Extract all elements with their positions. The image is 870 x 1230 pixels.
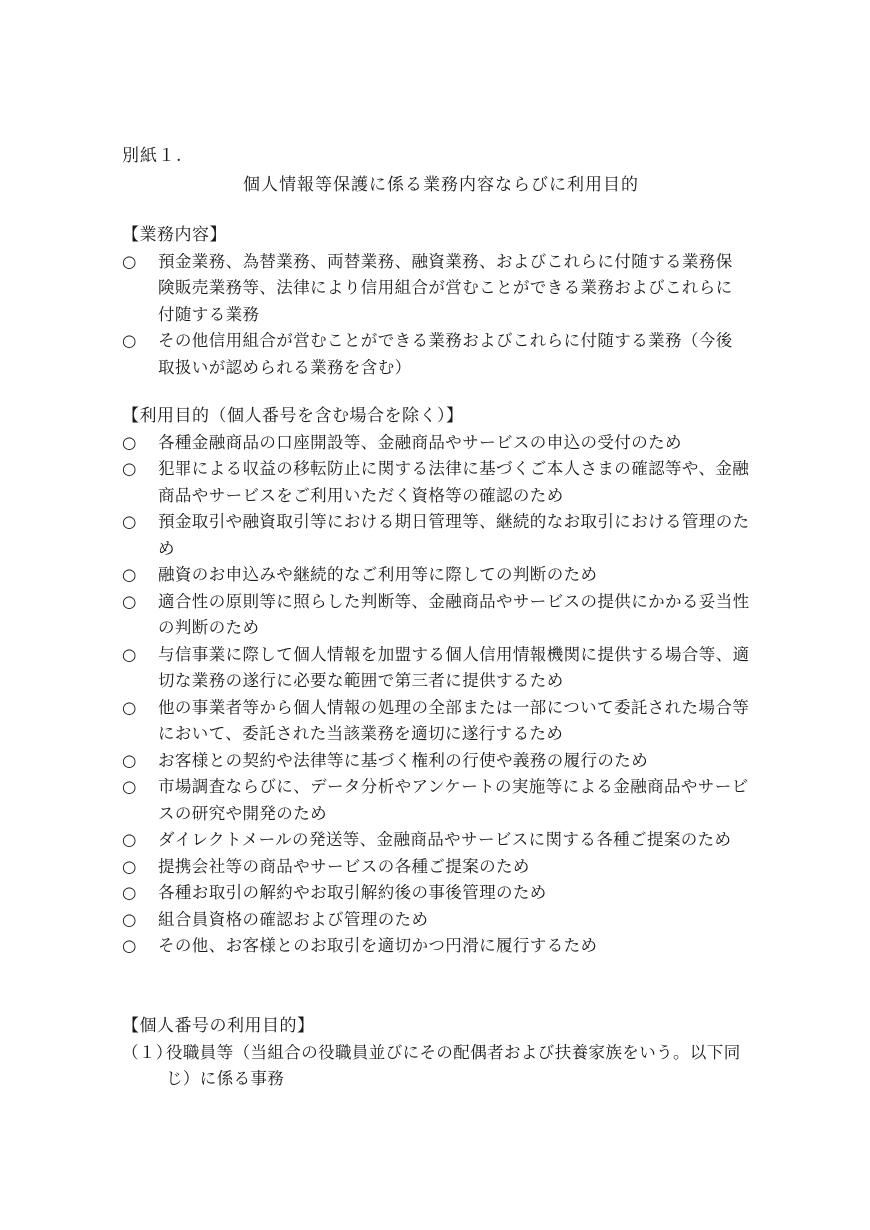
list-item-text: その他信用組合が営むことができる業務およびこれらに付随する業務（今後取扱いが認められる業務を含む） bbox=[158, 331, 733, 377]
list-item-text: 役職員等（当組合の役職員並びにその配偶者および扶養家族をいう。以下同じ）に係る事務 bbox=[166, 1042, 741, 1088]
circle-bullet-icon: ○ bbox=[122, 909, 137, 929]
list-item bbox=[122, 907, 762, 934]
annex-label: 別紙１. bbox=[122, 146, 183, 166]
circle-bullet-icon: ○ bbox=[122, 830, 137, 849]
list-item bbox=[122, 328, 752, 381]
circle-bullet-icon: ○ bbox=[122, 565, 137, 584]
list-item bbox=[122, 430, 762, 457]
list-item bbox=[122, 456, 762, 509]
list-item bbox=[122, 589, 762, 642]
list-item-text: 市場調査ならびに、データ分析やアンケートの実施等による金融商品やサービスの研究や開発のため bbox=[158, 777, 749, 823]
circle-bullet-icon: ○ bbox=[122, 644, 137, 664]
list-item-text: 預金業務、為替業務、両替業務、融資業務、およびこれらに付随する業務保険販売業務等、法律により信用組合が営むことができる業務およびこれらに付随する業務 bbox=[158, 251, 733, 324]
circle-bullet-icon: ○ bbox=[122, 251, 137, 271]
circle-bullet-icon: ○ bbox=[122, 591, 137, 611]
circle-bullet-icon: ○ bbox=[122, 750, 137, 770]
list-item-text: 各種金融商品の口座開設等、金融商品やサービスの申込の受付のため bbox=[158, 432, 682, 452]
business-section bbox=[122, 222, 762, 381]
list-item bbox=[122, 933, 762, 960]
circle-bullet-icon: ○ bbox=[122, 432, 137, 452]
list-item-text: 犯罪による収益の移転防止に関する法律に基づくご本人さまの確認等や、金融商品やサービスをご利用いただく資格等の確認のため bbox=[158, 459, 750, 505]
list-item-text: お客様との契約や法律等に基づく権利の行使や義務の履行のため bbox=[158, 750, 649, 770]
list-item bbox=[122, 695, 762, 748]
purposes-section bbox=[122, 403, 762, 960]
list-item bbox=[122, 562, 762, 589]
list-item-text: 他の事業者等から個人情報の処理の全部または一部について委託された場合等において、委託された当該業務を適切に遂行するため bbox=[158, 697, 750, 743]
section-heading: 【業務内容】 bbox=[122, 225, 227, 245]
list-item bbox=[122, 509, 762, 562]
circle-bullet-icon: ○ bbox=[122, 777, 137, 796]
circle-bullet-icon: ○ bbox=[122, 697, 137, 717]
page-title: 個人情報等保護に係る業務内容ならびに利用目的 bbox=[243, 175, 639, 195]
list-item bbox=[122, 827, 762, 854]
circle-bullet-icon: ○ bbox=[122, 331, 137, 350]
list-item-text: 各種お取引の解約やお取引解約後の事後管理のため bbox=[158, 883, 547, 902]
circle-bullet-icon: ○ bbox=[122, 883, 137, 902]
list-item-text: 提携会社等の商品やサービスの各種ご提案のため bbox=[158, 856, 530, 876]
list-item bbox=[122, 854, 762, 881]
list-item-text: 適合性の原則等に照らした判断等、金融商品やサービスの提供にかかる妥当性の判断のため bbox=[158, 591, 750, 637]
circle-bullet-icon: ○ bbox=[122, 459, 137, 478]
list-item-text: その他、お客様とのお取引を適切かつ円滑に履行するため bbox=[158, 936, 598, 955]
circle-bullet-icon: ○ bbox=[122, 512, 137, 531]
circle-bullet-icon: ○ bbox=[122, 856, 137, 876]
list-item bbox=[122, 249, 752, 329]
list-item-text: 組合員資格の確認および管理のため bbox=[158, 909, 429, 929]
list-item bbox=[122, 880, 762, 907]
item-number: （１） bbox=[122, 1042, 173, 1062]
list-item-text: 預金取引や融資取引等における期日管理等、継続的なお取引における管理のため bbox=[158, 512, 750, 558]
section-heading: 【個人番号の利用目的】 bbox=[122, 1016, 315, 1036]
section-heading: 【利用目的（個人番号を含む場合を除く）】 bbox=[122, 406, 464, 426]
list-item bbox=[122, 642, 762, 695]
list-item-text: 与信事業に際して個人情報を加盟する個人信用情報機関に提供する場合等、適切な業務の遂行に必要な範囲で第三者に提供するため bbox=[158, 644, 750, 690]
list-item bbox=[122, 774, 762, 827]
list-item bbox=[122, 748, 762, 775]
list-item-text: 融資のお申込みや継続的なご利用等に際しての判断のため bbox=[158, 565, 598, 584]
list-item-text: ダイレクトメールの発送等、金融商品やサービスに関する各種ご提案のため bbox=[158, 830, 732, 849]
circle-bullet-icon: ○ bbox=[122, 936, 137, 955]
mynumber-section bbox=[122, 1013, 762, 1093]
list-item bbox=[122, 1040, 762, 1093]
